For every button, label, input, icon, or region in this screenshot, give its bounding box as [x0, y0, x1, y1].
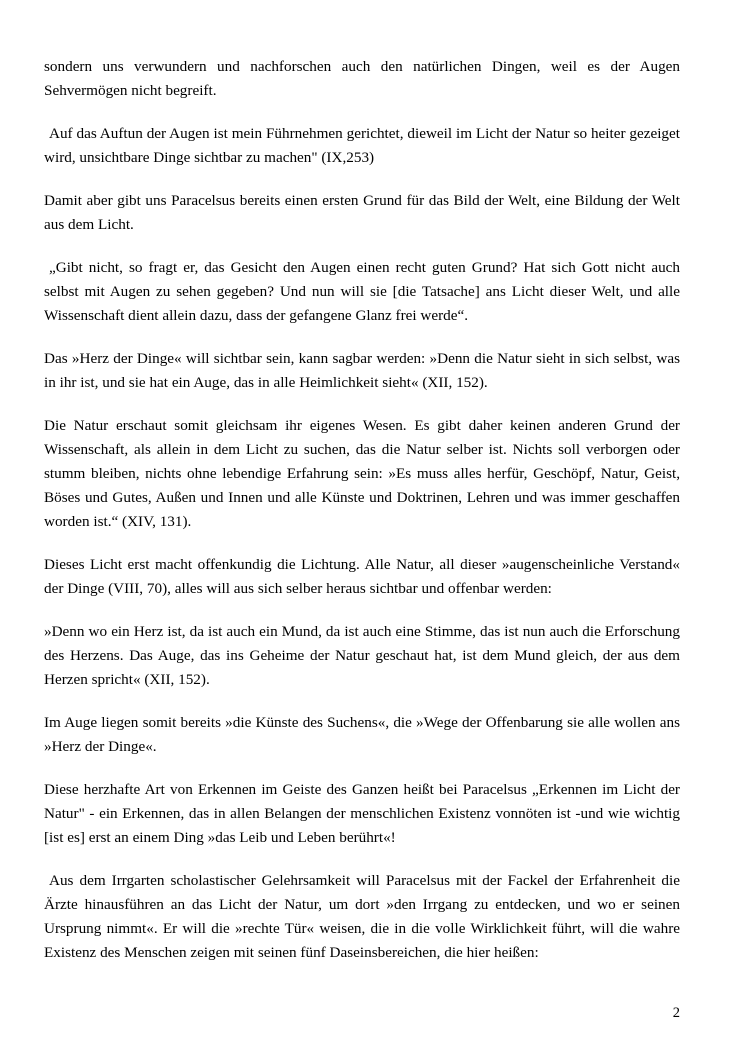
document-body — [44, 55, 680, 965]
paragraph: Auf das Auftun der Augen ist mein Führnehmen gerichtet, dieweil im Licht der Natur so heiter gezeiget wird, unsichtbare Dinge sichtbar zu machen" (IX,253) — [44, 125, 680, 167]
paragraph: „Gibt nicht, so fragt er, das Gesicht den Augen einen recht guten Grund? Hat sich Gott nicht auch selbst mit Augen zu sehen gegeben? Und nun will sie [die Tatsache] ans Licht dieser Welt, und alle Wissenschaft dient allein dazu, dass der gefangene Glanz frei werde“. — [44, 259, 680, 325]
paragraph: »Denn wo ein Herz ist, da ist auch ein Mund, da ist auch eine Stimme, das ist nun auch die Erforschung des Herzens. Das Auge, das ins Geheime der Natur geschaut hat, ist dem Mund gleich, der aus dem Herzen spricht« (XII, 152). — [44, 623, 680, 689]
paragraph: Im Auge liegen somit bereits »die Künste des Suchens«, die »Wege der Offenbarung sie alle wollen ans »Herz der Dinge«. — [44, 714, 680, 756]
paragraph: sondern uns verwundern und nachforschen auch den natürlichen Dingen, weil es der Augen Sehvermögen nicht begreift. — [44, 58, 680, 100]
paragraph: Dieses Licht erst macht offenkundig die Lichtung. Alle Natur, all dieser »augenscheinliche Verstand« der Dinge (VIII, 70), alles will aus sich selber heraus sichtbar und offenbar werden: — [44, 556, 680, 598]
paragraph: Diese herzhafte Art von Erkennen im Geiste des Ganzen heißt bei Paracelsus „Erkennen im Licht der Natur" - ein Erkennen, das in allen Belangen der menschlichen Existenz vonnöten ist -und wie wichtig [ist es] erst an einem Ding »das Leib und Leben berührt«! — [44, 781, 680, 847]
paragraph: Das »Herz der Dinge« will sichtbar sein, kann sagbar werden: »Denn die Natur sieht in sich selbst, was in ihr ist, und sie hat ein Auge, das in alle Heimlichkeit sieht« (XII, 152). — [44, 350, 680, 392]
paragraph: Die Natur erschaut somit gleichsam ihr eigenes Wesen. Es gibt daher keinen anderen Grund der Wissenschaft, als allein in dem Licht zu suchen, das die Natur selber ist. Nichts soll verborgen oder stumm bleiben, nichts ohne lebendige Erfahrung sein: »Es muss alles herfür, Geschöpf, Natur, Geist, Böses und Gutes, Außen und Innen und alle Künste und Doktrinen, Lehren und was immer geschaffen worden ist.“ (XIV, 131). — [44, 417, 680, 531]
paragraph: Damit aber gibt uns Paracelsus bereits einen ersten Grund für das Bild der Welt, eine Bildung der Welt aus dem Licht. — [44, 192, 680, 234]
page-number: 2 — [672, 1004, 680, 1021]
paragraph: Aus dem Irrgarten scholastischer Gelehrsamkeit will Paracelsus mit der Fackel der Erfahrenheit die Ärzte hinausführen an das Licht der Natur, um dort »den Irrgang zu entdecken, und wo er seinen Ursprung nimmt«. Er will die »rechte Tür« weisen, die in die volle Wirklichkeit führt, will die wahre Existenz des Menschen zeigen mit seinen fünf Daseinsbereichen, die hier heißen: — [44, 872, 680, 962]
